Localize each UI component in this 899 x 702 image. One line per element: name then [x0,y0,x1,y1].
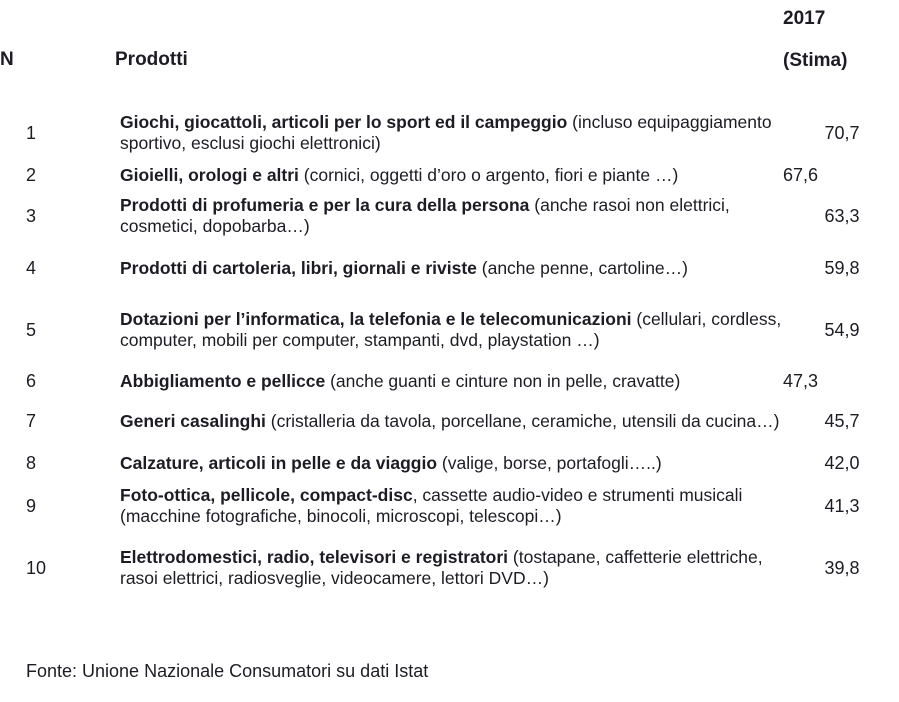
row-product [115,480,783,532]
row-value: 47,3 [783,370,819,391]
source-note: Fonte: Unione Nazionale Consumatori su dati Istat [26,661,429,681]
row-product [115,106,783,160]
table-row [0,242,899,294]
row-rank: 5 [26,319,37,340]
row-product [115,242,783,294]
row-product [115,396,783,446]
row-product-description: (valige, borse, portafogli…..) [437,452,662,473]
row-value: 67,6 [783,164,819,185]
row-value: 54,9 [824,319,860,340]
table-row [0,160,899,190]
row-rank: 8 [26,452,37,473]
row-rank: 6 [26,370,37,391]
row-product-title: Elettrodomestici, radio, televisori e registratori [120,547,509,567]
table-row [0,396,899,446]
row-product-title: Giochi, giocattoli, articoli per lo sport ed il campeggio [120,112,568,132]
table-row [0,446,899,480]
header-col-n: N [0,49,14,70]
row-product-title: Prodotti di profumeria e per la cura della persona [120,195,530,215]
row-product-title: Dotazioni per l’informatica, la telefonia e le telecomunicazioni [120,309,632,329]
header-year: 2017 [783,7,826,29]
row-product [115,446,783,480]
row-product-title: Prodotti di cartoleria, libri, giornali e riviste [120,257,477,278]
row-value: 70,7 [824,122,860,143]
row-rank: 7 [26,410,37,431]
row-product-description: (cornici, oggetti d’oro o argento, fiori e piante …) [298,164,679,185]
row-product [115,532,783,604]
row-rank: 3 [26,205,37,226]
header-spacer-num [0,0,115,36]
row-rank: 10 [26,557,47,578]
header-spacer-products [115,0,783,36]
row-value: 59,8 [824,257,860,278]
row-value: 63,3 [824,205,860,226]
row-product-description: (cristalleria da tavola, porcellane, ceramiche, utensili da cucina…) [265,410,780,431]
row-product [115,366,783,396]
row-product-description: , cassette audio-video e strumenti musicali (macchine fotografiche, binocoli, microscopi, telescopi…) [120,485,743,526]
row-product [115,190,783,242]
row-rank: 9 [26,495,37,516]
row-rank: 2 [26,164,37,185]
table-row [0,190,899,242]
table-header-row-labels [0,36,899,84]
row-rank: 4 [26,257,37,278]
table-row [0,294,899,366]
table-row [0,106,899,160]
row-product-title: Gioielli, orologi e altri [120,164,299,185]
row-product-title: Generi casalinghi [120,410,266,431]
row-value: 39,8 [824,557,860,578]
table-row [0,480,899,532]
row-product-description: (anche rasoi non elettrici, cosmetici, dopobarba…) [120,195,730,236]
table-row [0,532,899,604]
row-value: 45,7 [824,410,860,431]
header-col-products: Prodotti [115,49,188,70]
row-value: 42,0 [824,452,860,473]
row-product-description: (anche penne, cartoline…) [476,257,688,278]
row-product-description: (anche guanti e cinture non in pelle, cravatte) [325,370,681,391]
row-product-description: (tostapane, caffetterie elettriche, rasoi elettrici, radiosveglie, videocamere, lettori DVD…) [120,547,763,588]
table-row [0,366,899,396]
row-product [115,160,783,190]
header-body-spacer [0,84,899,106]
row-product-title: Calzature, articoli in pelle e da viaggio [120,452,438,473]
row-product-description: (incluso equipaggiamento sportivo, esclusi giochi elettronici) [120,112,772,153]
table-header-row-year [0,0,899,36]
row-product-description: (cellulari, cordless, computer, mobili per computer, stampanti, dvd, playstation …) [120,309,782,350]
header-year-note: (Stima) [783,49,848,71]
row-product [115,294,783,366]
row-product-title: Abbigliamento e pellicce [120,370,326,391]
row-product-title: Foto-ottica, pellicole, compact-disc [120,485,413,505]
row-rank: 1 [26,122,37,143]
row-value: 41,3 [824,495,860,516]
